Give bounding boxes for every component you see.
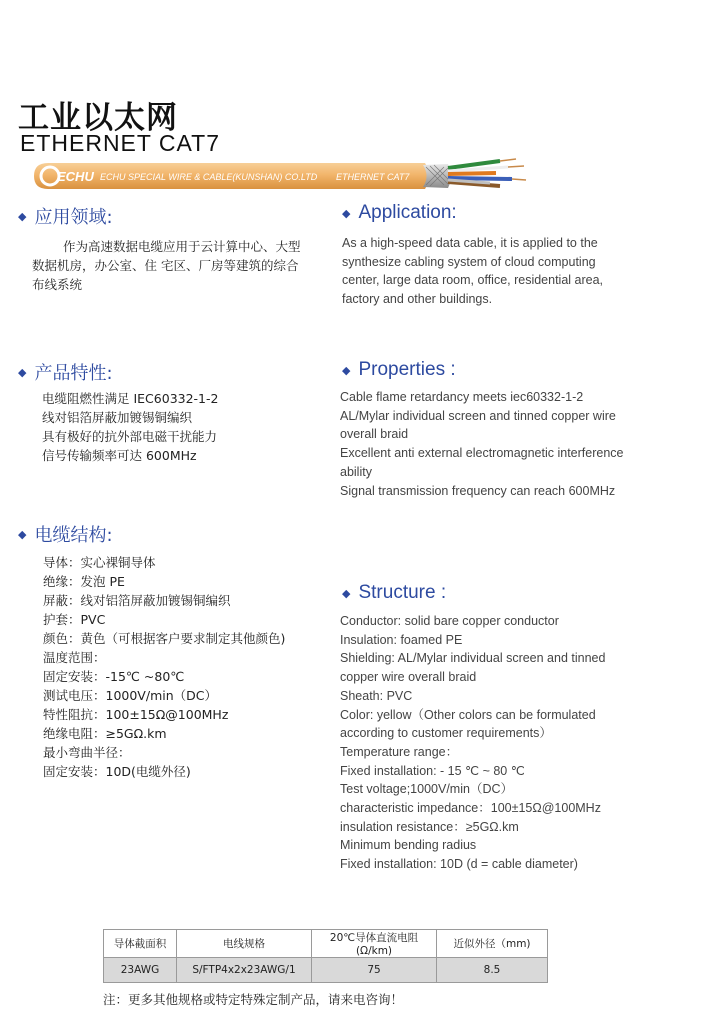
table-row [104,958,548,983]
structure-heading-en: ◆ Structure : [342,582,447,603]
properties-heading-cn: ◆ 产品特性: [18,363,113,384]
diamond-bullet-icon: ◆ [18,209,27,223]
structure-text-en: Conductor: solid bare copper conductor Insulation: foamed PE Shielding: AL/Mylar individual screen and tinned copper wire overall braid Sheath: PVC Color: yellow（Other colors can be formulated according to customer requirements） Temperature range： Fixed installation: - 15 ℃ ~ 80 ℃ Test voltage;1000V/min（DC） characteristic impedance：100±15Ω@100MHz insulation resistance：≥5GΩ.km Minimum bending radius Fixed installation: 10D (d = cable diameter) [340,614,606,872]
diamond-bullet-icon: ◆ [342,587,351,600]
footnote: 注：更多其他规格或特定特殊定制产品，请来电咨询！ [103,992,404,1007]
table-header-cell: 近似外径（mm) [437,930,548,958]
page-title-cn: 工业以太网 [18,100,178,136]
properties-text-en: Cable flame retardancy meets iec60332-1-2 AL/Mylar individual screen and tinned copper wire overall braid Excellent anti external electromagnetic interference ability Signal transmission frequency can reach 600MHz [340,390,624,498]
diamond-bullet-icon: ◆ [18,365,27,379]
diamond-bullet-icon: ◆ [342,207,351,220]
table-cell: 23AWG [104,958,177,983]
table-header-row [104,930,548,958]
table-cell: 75 [312,958,437,983]
properties-text-cn: 电缆阻燃性满足 IEC60332-1-2 线对铝箔屏蔽加镀锡铜编织 具有极好的抗外部电磁干扰能力 信号传输频率可达 600MHz [42,391,219,463]
cable-print-product: ETHERNET CAT7 [336,172,410,182]
application-text-en: As a high-speed data cable, it is applied to the synthesize cabling system of cloud computing center, large data room, office, residential area, factory and other buildings. [342,236,604,307]
table-header-cell: 20℃导体直流电阻 (Ω/km) [312,930,437,958]
table-header-cell: 电线规格 [177,930,312,958]
page-title-en: ETHERNET CAT7 [20,130,221,156]
spec-table [103,929,548,983]
cable-image [30,155,530,197]
table-cell: 8.5 [437,958,548,983]
table-cell: S/FTP4x2x23AWG/1 [177,958,312,983]
application-heading-en: ◆ Application: [342,202,457,223]
diamond-bullet-icon: ◆ [18,527,27,541]
properties-heading-en: ◆ Properties : [342,359,456,380]
cable-brand-logo: ECHU [57,169,94,184]
application-heading-cn: ◆ 应用领域: [18,207,113,228]
structure-text-cn: 导体：实心裸铜导体 绝缘：发泡 PE 屏蔽：线对铝箔屏蔽加镀锡铜编织 护套：PVC 颜色：黄色（可根据客户要求制定其他颜色) 温度范围： 固定安装：-15℃ ~80℃ 测试电压：1000V/min（DC） 特性阻抗：100±15Ω@100MHz 绝缘电阻：≥5GΩ.km 最小弯曲半径： 固定安装：10D(电缆外径) [43,555,286,779]
structure-heading-cn: ◆ 电缆结构: [18,525,113,546]
application-text-cn: 作为高速数据电缆应用于云计算中心、大型 数据机房，办公室、住 宅区、厂房等建筑的综合 布线系统 [32,239,301,292]
cable-print-company: ECHU SPECIAL WIRE & CABLE(KUNSHAN) CO.LTD [100,172,318,182]
table-header-cell: 导体截面积 [104,930,177,958]
diamond-bullet-icon: ◆ [342,364,351,377]
